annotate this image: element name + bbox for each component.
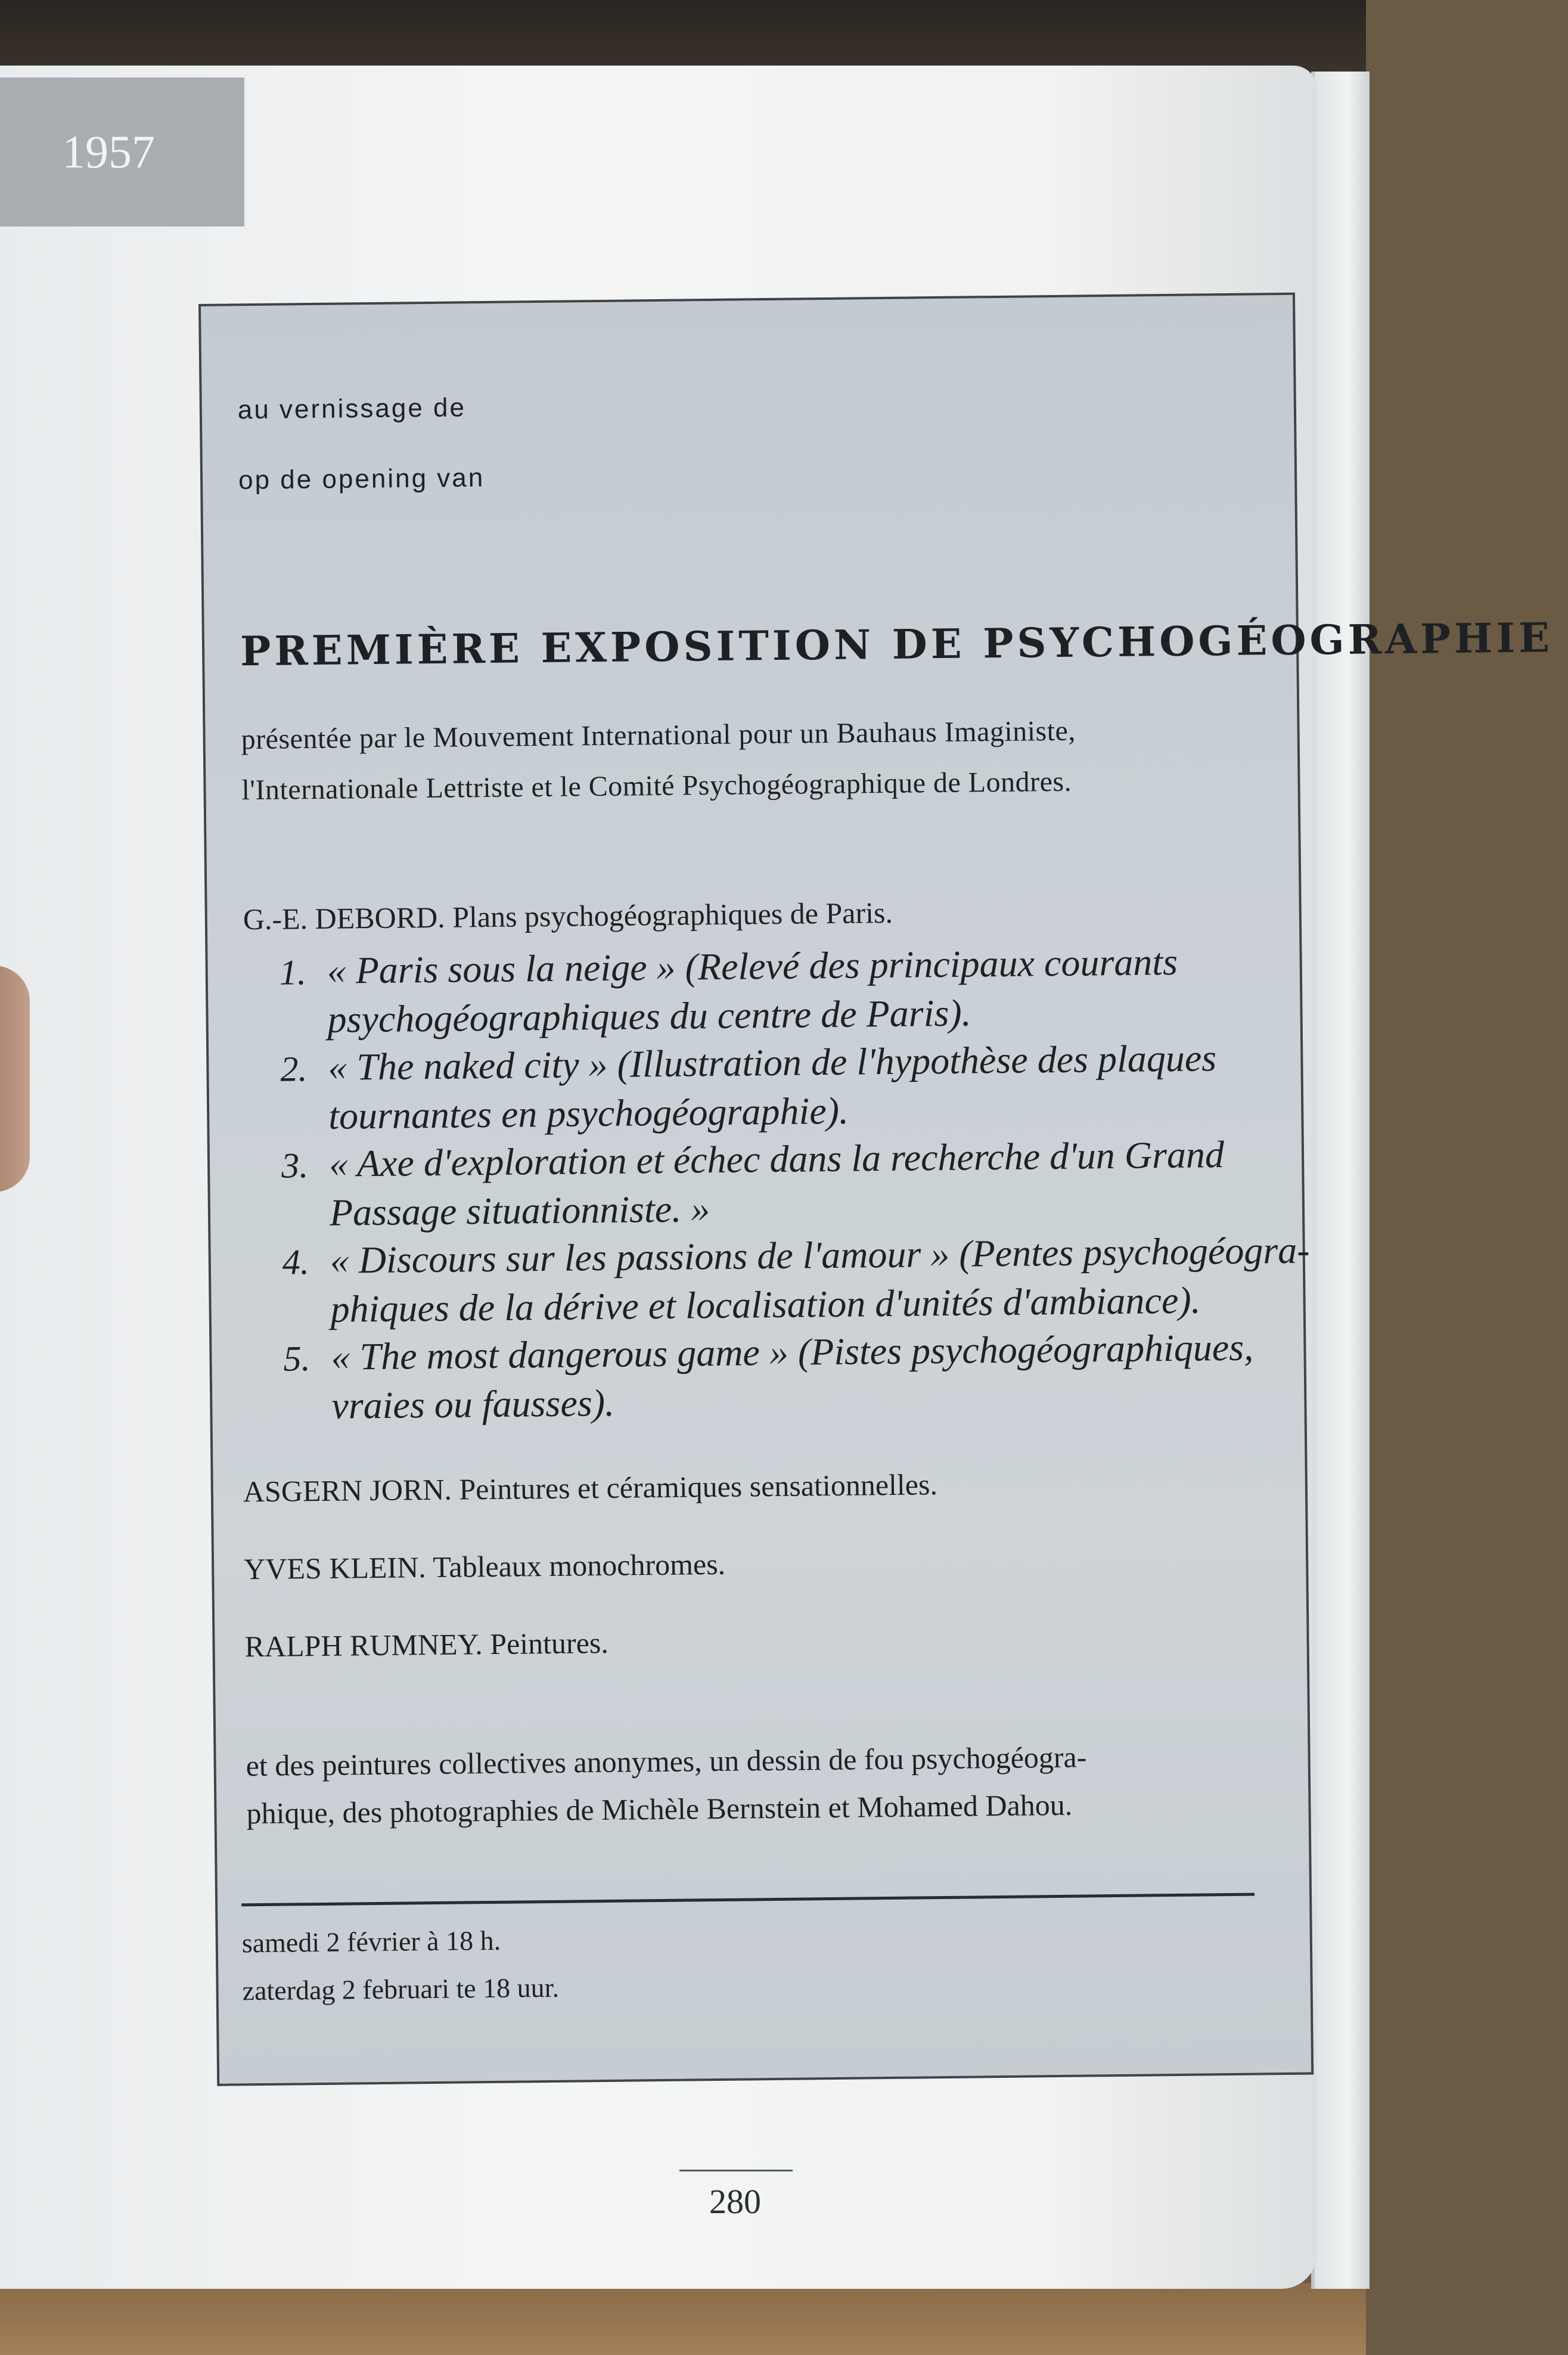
exhibition-title: PREMIÈRE EXPOSITION DE PSYCHOGÉOGRAPHIE bbox=[240, 614, 1554, 676]
item-number: 1. bbox=[279, 952, 307, 992]
list-item-line: « Discours sur les passions de l'amour » (Pentes psychogéogra- bbox=[330, 1228, 1310, 1282]
list-item-line: tournantes en psychogéographie). bbox=[328, 1089, 849, 1137]
table-surface bbox=[0, 2283, 1366, 2355]
date-fr: samedi 2 février à 18 h. bbox=[241, 1925, 501, 1959]
intro-line-nl: op de opening van bbox=[238, 463, 485, 495]
year-tab: 1957 bbox=[0, 77, 244, 226]
list-item-line: « The naked city » (Illustration de l'hypothèse des plaques bbox=[328, 1037, 1217, 1088]
presented-by-line-1: présentée par le Mouvement International pour un Bauhaus Imaginiste, bbox=[241, 715, 1076, 756]
collective-line-2: phique, des photographies de Michèle Bernstein et Mohamed Dahou. bbox=[246, 1788, 1073, 1830]
item-number: 5. bbox=[283, 1339, 311, 1379]
list-item-line: vraies ou fausses). bbox=[331, 1381, 615, 1427]
finger bbox=[0, 966, 30, 1192]
presented-by-line-2: l'Internationale Lettriste et le Comité Psychogéographique de Londres. bbox=[241, 765, 1072, 806]
item-number: 3. bbox=[281, 1146, 309, 1186]
rumney-entry: RALPH RUMNEY. Peintures. bbox=[244, 1625, 609, 1664]
list-item-line: phiques de la dérive et localisation d'unités d'ambiance). bbox=[330, 1279, 1201, 1330]
next-page-edge bbox=[1311, 72, 1370, 2289]
list-item-line: « Axe d'exploration et échec dans la recherche d'un Grand bbox=[328, 1133, 1225, 1185]
jorn-entry: ASGERN JORN. Peintures et céramiques sensationnelles. bbox=[243, 1467, 938, 1509]
list-item-line: Passage situationniste. » bbox=[329, 1187, 710, 1234]
list-item-line: psychogéographiques du centre de Paris). bbox=[327, 991, 971, 1041]
date-nl: zaterdag 2 februari te 18 uur. bbox=[242, 1972, 560, 2006]
divider-rule bbox=[241, 1893, 1255, 1907]
collective-line-1: et des peintures collectives anonymes, un dessin de fou psychogéogra- bbox=[246, 1740, 1087, 1783]
intro-line-fr: au vernissage de bbox=[237, 393, 467, 425]
invitation-reproduction bbox=[198, 293, 1554, 2086]
item-number: 2. bbox=[280, 1049, 308, 1089]
page-number-rule bbox=[679, 2170, 793, 2171]
item-number: 4. bbox=[282, 1242, 310, 1282]
list-item-line: « Paris sous la neige » (Relevé des principaux courants bbox=[327, 940, 1178, 992]
klein-entry: YVES KLEIN. Tableaux monochromes. bbox=[243, 1547, 726, 1586]
page-number: 280 bbox=[709, 2182, 761, 2221]
debord-entry: G.-E. DEBORD. Plans psychogéographiques de Paris. bbox=[243, 895, 893, 936]
list-item-line: « The most dangerous game » (Pistes psychogéographiques, bbox=[331, 1326, 1254, 1378]
